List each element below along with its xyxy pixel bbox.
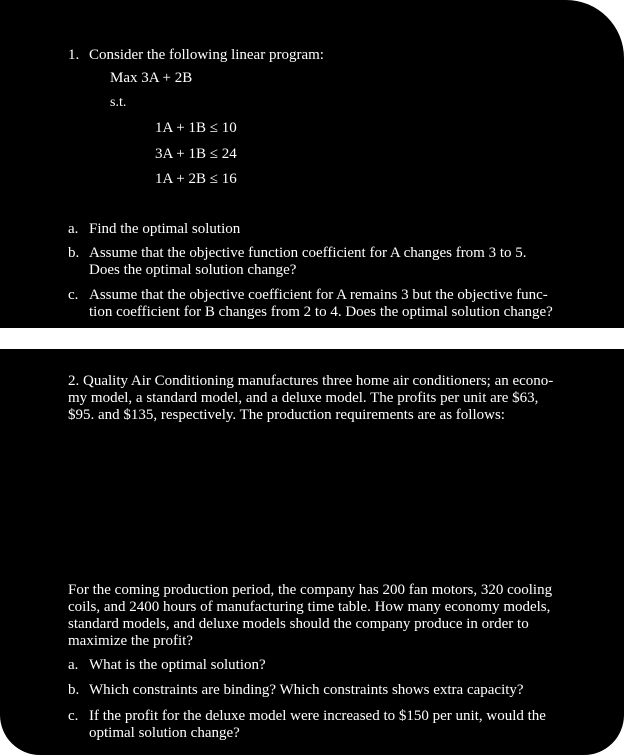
problem-1-panel: [0, 0, 624, 328]
problem-2-body-line-2: coils, and 2400 hours of manufacturing time table. How many economy models,: [68, 599, 551, 615]
question-1c-label: c.: [68, 287, 79, 303]
problem-2-intro-line-2: my model, a standard model, and a deluxe model. The profits per unit are $63,: [68, 390, 539, 406]
question-2a-label: a.: [68, 657, 79, 673]
question-2b-text: Which constraints are binding? Which constraints shows extra capacity?: [89, 682, 524, 698]
subject-to-label: s.t.: [110, 95, 127, 110]
question-1b-text-line-2: Does the optimal solution change?: [89, 262, 297, 278]
question-1b-label: b.: [68, 245, 80, 261]
problem-2-intro-line-3: $95. and $135, respectively. The production requirements are as follows:: [68, 407, 505, 423]
constraint-3: 1A + 2B ≤ 16: [155, 171, 237, 187]
question-1c-text-line-2: tion coefficient for B changes from 2 to 4. Does the optimal solution change?: [89, 304, 553, 320]
objective-function: Max 3A + 2B: [110, 70, 193, 86]
problem-2-body-line-1: For the coming production period, the company has 200 fan motors, 320 cooling: [68, 582, 553, 598]
problem-2-body-line-3: standard models, and deluxe models should the company produce in order to: [68, 616, 529, 632]
problem-2-panel: [0, 349, 624, 755]
problem-1-number: 1.: [68, 47, 80, 63]
question-1a-text: Find the optimal solution: [89, 221, 241, 237]
question-2c-text-line-2: optimal solution change?: [89, 725, 240, 741]
question-2c-label: c.: [68, 708, 79, 724]
constraint-1: 1A + 1B ≤ 10: [155, 120, 237, 136]
question-1b-text-line-1: Assume that the objective function coefficient for A changes from 3 to 5.: [89, 245, 527, 261]
question-2c-text-line-1: If the profit for the deluxe model were increased to $150 per unit, would the: [89, 708, 546, 724]
problem-1-intro: Consider the following linear program:: [89, 47, 324, 63]
question-2a-text: What is the optimal solution?: [89, 657, 266, 673]
question-1a-label: a.: [68, 221, 79, 237]
question-1c-text-line-1: Assume that the objective coefficient for A remains 3 but the objective func-: [89, 287, 548, 303]
question-2b-label: b.: [68, 682, 80, 698]
constraint-2: 3A + 1B ≤ 24: [155, 146, 237, 162]
problem-2-intro-line-1: 2. Quality Air Conditioning manufactures three home air conditioners; an econo-: [68, 373, 554, 389]
problem-2-body-line-4: maximize the profit?: [68, 633, 193, 649]
